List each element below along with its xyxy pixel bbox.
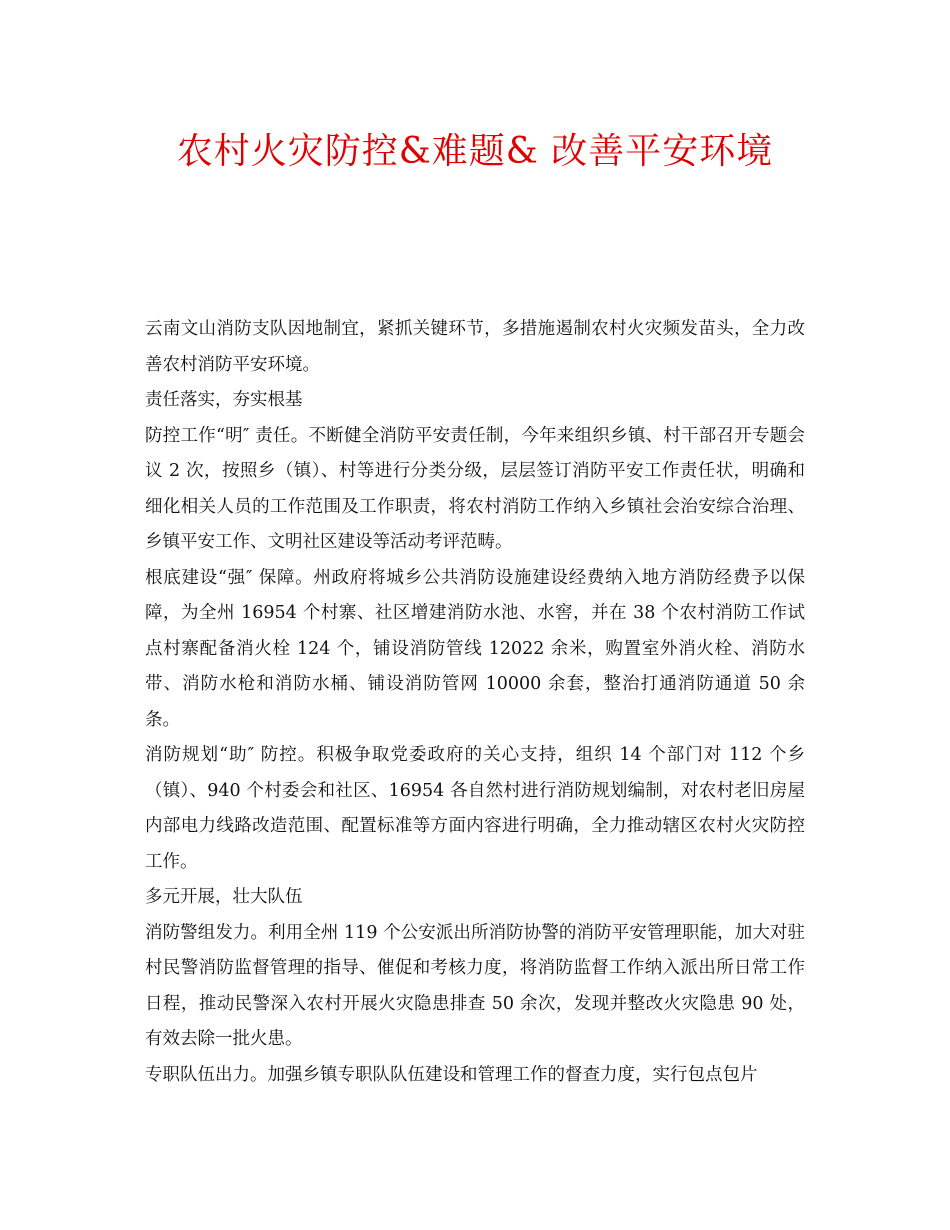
paragraph-professional-teams: 专职队伍出力。加强乡镇专职队队伍建设和管理工作的督查力度，实行包点包片 [145, 1064, 758, 1085]
paragraph-responsibility: 防控工作“明″ 责任。不断健全消防平安责任制，今年来组织乡镇、村干部召开专题会议 2 次，按照乡（镇）、村等进行分类分级，层层签订消防平安工作责任状，明确和细化相关人员的工作范围及工作职责，将农村消防工作纳入乡镇社会治安综合治理、乡镇平安工作、文明社区建设等活动考评范畴。 [145, 425, 805, 552]
paragraph-intro: 云南文山消防支队因地制宜，紧抓关键环节，多措施遏制农村火灾频发苗头，全力改善农村消防平安环境。 [145, 319, 805, 375]
paragraph-planning: 消防规划“助″ 防控。积极争取党委政府的关心支持，组织 14 个部门对 112 个乡（镇）、940 个村委会和社区、16954 各自然村进行消防规划编制，对农村老旧房屋内部电力线路改造范围、配置标准等方面内容进行明确，全力推动辖区农村火灾防控工作。 [145, 745, 805, 872]
paragraph-police: 消防警组发力。利用全州 119 个公安派出所消防协警的消防平安管理职能，加大对驻村民警消防监督管理的指导、催促和考核力度，将消防监督工作纳入派出所日常工作日程，推动民警深入农村开展火灾隐患排查 50 余次，发现并整改火灾隐患 90 处，有效去除一批火患。 [145, 922, 805, 1049]
document-body [145, 312, 805, 1093]
document-title: 农村火灾防控&难题& 改善平安环境 [176, 131, 774, 172]
paragraph-infrastructure: 根底建设“强″ 保障。州政府将城乡公共消防设施建设经费纳入地方消防经费予以保障，为全州 16954 个村寨、社区增建消防水池、水窖，并在 38 个农村消防工作试点村寨配备消火栓 124 个，铺设消防管线 12022 余米，购置室外消火栓、消防水带、消防水枪和消防水桶、铺设消防管网 10000 余套，整治打通消防通道 50 余条。 [145, 567, 805, 730]
section-heading-teams: 多元开展，壮大队伍 [145, 887, 303, 907]
section-heading-responsibility: 责任落实，夯实根基 [145, 390, 303, 410]
